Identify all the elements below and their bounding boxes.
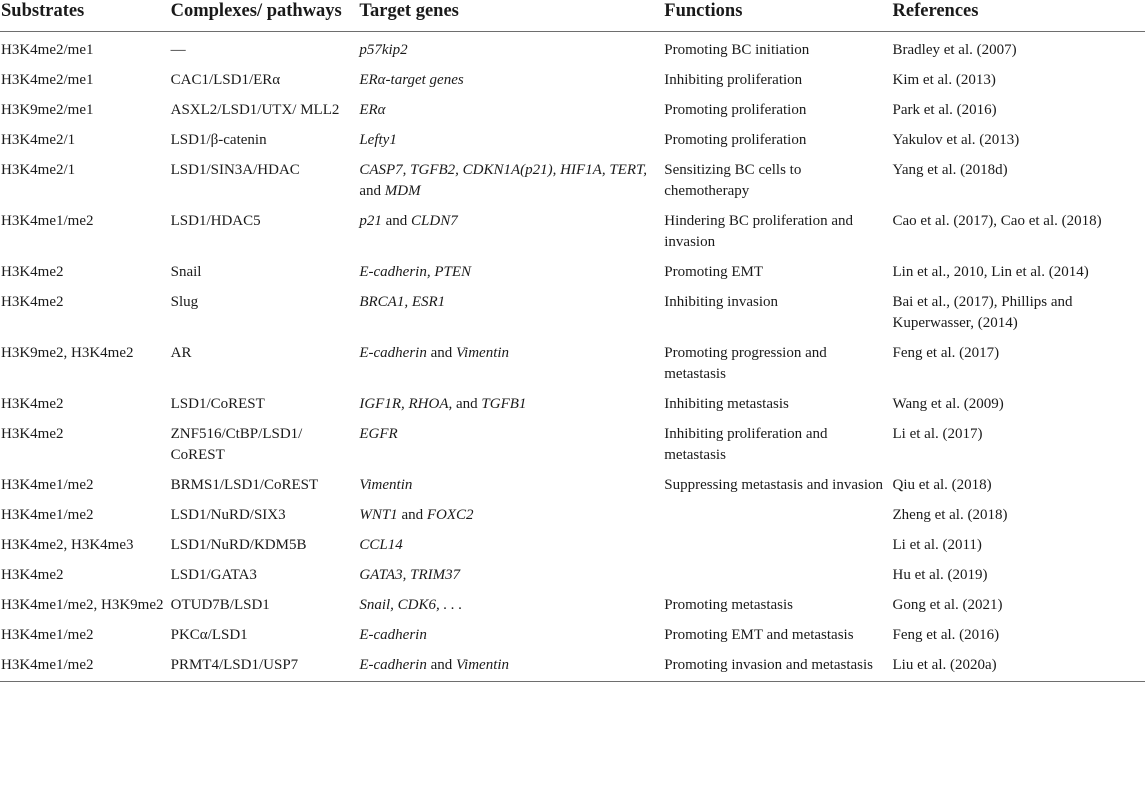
cell-function xyxy=(664,557,892,587)
cell-complex: — xyxy=(170,42,186,58)
cell-complex: LSD1/HDAC5 xyxy=(170,213,261,229)
cell-target-genes xyxy=(359,467,664,497)
table-row xyxy=(0,386,1145,416)
cell-function: Promoting proliferation xyxy=(664,132,807,148)
cell-substrate: H3K4me2/1 xyxy=(1,162,76,178)
gene-name: ERα-target genes xyxy=(359,72,464,88)
cell-function: Promoting invasion and metastasis xyxy=(664,647,892,682)
cell-function: Inhibiting metastasis xyxy=(664,396,789,412)
gene-name: ERα xyxy=(359,102,386,118)
gene-name: CASP7, TGFB2, CDKN1A(p21), HIF1A, TERT, xyxy=(359,162,647,178)
gene-connector: and xyxy=(426,345,456,361)
table-row xyxy=(0,92,1145,122)
cell-complex: CAC1/LSD1/ERα xyxy=(170,72,281,88)
table-row xyxy=(0,467,1145,497)
gene-name: E-cadherin xyxy=(359,657,427,673)
cell-function: Suppressing metastasis and invasion xyxy=(664,477,883,493)
cell-function: Promoting proliferation xyxy=(664,102,807,118)
cell-function: Sensitizing BC cells to chemotherapy xyxy=(664,162,802,199)
header-complexes: Complexes/ pathways xyxy=(171,0,360,32)
cell-complex: ASXL2/LSD1/UTX/ MLL2 xyxy=(170,102,340,118)
cell-target-genes xyxy=(359,335,664,386)
gene-name: TGFB1 xyxy=(481,396,527,412)
cell-target-genes xyxy=(359,497,664,527)
table-row xyxy=(0,527,1145,557)
header-substrates: Substrates xyxy=(0,0,171,32)
gene-connector: and xyxy=(426,657,456,673)
cell-complex: LSD1/β-catenin xyxy=(170,132,267,148)
cell-target-genes xyxy=(359,527,664,557)
cell-substrate: H3K4me2/me1 xyxy=(1,72,94,88)
cell-reference: Gong et al. (2021) xyxy=(892,597,1003,613)
cell-complex: Slug xyxy=(170,294,199,310)
cell-complex: LSD1/NuRD/KDM5B xyxy=(170,537,307,553)
cell-substrate: H3K4me2 xyxy=(1,426,64,442)
cell-complex: Snail xyxy=(170,264,202,280)
cell-target-genes xyxy=(359,254,664,284)
cell-reference: Lin et al., 2010, Lin et al. (2014) xyxy=(892,264,1089,280)
cell-reference: Zheng et al. (2018) xyxy=(892,507,1008,523)
table-row xyxy=(0,557,1145,587)
table-row xyxy=(0,335,1145,386)
gene-name: Snail, CDK6, . . . xyxy=(359,597,463,613)
cell-target-genes xyxy=(359,92,664,122)
cell-complex: PRMT4/LSD1/USP7 xyxy=(171,647,360,682)
cell-complex: LSD1/GATA3 xyxy=(170,567,257,583)
cell-substrate: H3K4me2/me1 xyxy=(1,42,94,58)
cell-target-genes xyxy=(359,386,664,416)
cell-reference: Yakulov et al. (2013) xyxy=(892,132,1020,148)
header-row xyxy=(0,0,1145,32)
cell-substrate: H3K4me2 xyxy=(1,264,64,280)
cell-target-genes xyxy=(359,587,664,617)
gene-name: MDM xyxy=(384,183,421,199)
cell-reference: Hu et al. (2019) xyxy=(892,567,988,583)
gene-connector: and xyxy=(381,213,412,229)
gene-name: WNT1 xyxy=(359,507,398,523)
table-header xyxy=(0,0,1145,32)
table-row xyxy=(0,284,1145,335)
gene-name: Lefty1 xyxy=(359,132,397,148)
cell-reference: Kim et al. (2013) xyxy=(892,72,996,88)
cell-complex: PKCα/LSD1 xyxy=(170,627,248,643)
gene-name: FOXC2 xyxy=(426,507,474,523)
cell-target-genes xyxy=(359,203,664,254)
header-functions: Functions xyxy=(664,0,892,32)
cell-target-genes xyxy=(359,416,664,467)
cell-complex: ZNF516/CtBP/LSD1/ CoREST xyxy=(170,426,303,463)
cell-function xyxy=(664,527,892,557)
table-row xyxy=(0,152,1145,203)
cell-function: Promoting EMT xyxy=(664,264,764,280)
gene-name: E-cadherin, PTEN xyxy=(359,264,471,280)
table-row xyxy=(0,254,1145,284)
cell-substrate: H3K4me1/me2 xyxy=(0,647,171,682)
cell-target-genes xyxy=(359,557,664,587)
cell-reference: Feng et al. (2016) xyxy=(892,627,1000,643)
cell-substrate: H3K4me2 xyxy=(1,567,64,583)
gene-name: E-cadherin xyxy=(359,627,427,643)
cell-substrate: H3K4me2 xyxy=(1,396,64,412)
cell-substrate: H3K4me1/me2 xyxy=(1,477,94,493)
gene-name: p21 xyxy=(359,213,382,229)
cell-substrate: H3K4me2/1 xyxy=(1,132,76,148)
table-row xyxy=(0,416,1145,467)
header-references: References xyxy=(893,0,1145,32)
cell-reference: Feng et al. (2017) xyxy=(892,345,1000,361)
gene-name: Vimentin xyxy=(456,657,510,673)
cell-substrate: H3K4me1/me2 xyxy=(1,627,94,643)
cell-function xyxy=(664,497,892,527)
cell-function: Inhibiting proliferation and metastasis xyxy=(664,426,828,463)
cell-substrate: H3K9me2, H3K4me2 xyxy=(1,345,134,361)
cell-target-genes xyxy=(359,617,664,647)
gene-name: EGFR xyxy=(359,426,398,442)
gene-name: p57kip2 xyxy=(359,42,408,58)
cell-complex: LSD1/CoREST xyxy=(170,396,265,412)
cell-function: Promoting progression and metastasis xyxy=(664,345,827,382)
cell-function: Hindering BC proliferation and invasion xyxy=(664,213,853,250)
cell-complex: LSD1/SIN3A/HDAC xyxy=(170,162,300,178)
gene-name: CCL14 xyxy=(359,537,403,553)
cell-reference: Qiu et al. (2018) xyxy=(892,477,992,493)
gene-name: IGF1R, RHOA, xyxy=(359,396,453,412)
cell-function: Promoting EMT and metastasis xyxy=(664,627,854,643)
table-row xyxy=(0,203,1145,254)
cell-reference: Wang et al. (2009) xyxy=(892,396,1004,412)
gene-name: Vimentin xyxy=(456,345,510,361)
cell-complex: AR xyxy=(170,345,192,361)
cell-reference: Liu et al. (2020a) xyxy=(893,647,1145,682)
table-row xyxy=(0,122,1145,152)
cell-target-genes xyxy=(359,647,664,682)
cell-function: Inhibiting invasion xyxy=(664,294,779,310)
cell-function: Promoting BC initiation xyxy=(664,42,810,58)
cell-target-genes xyxy=(359,122,664,152)
gene-connector: and xyxy=(359,183,385,199)
table-row xyxy=(0,62,1145,92)
table-row xyxy=(0,647,1145,682)
cell-target-genes xyxy=(359,62,664,92)
header-target-genes: Target genes xyxy=(359,0,664,32)
cell-substrate: H3K4me1/me2 xyxy=(1,507,94,523)
cell-substrate: H3K4me1/me2, H3K9me2 xyxy=(1,597,164,613)
gene-connector: and xyxy=(397,507,427,523)
cell-target-genes xyxy=(359,152,664,203)
gene-name: E-cadherin xyxy=(359,345,427,361)
table-row xyxy=(0,32,1145,63)
cell-reference: Cao et al. (2017), Cao et al. (2018) xyxy=(892,213,1102,229)
cell-function: Promoting metastasis xyxy=(664,597,794,613)
cell-complex: OTUD7B/LSD1 xyxy=(170,597,270,613)
table-body xyxy=(0,32,1145,682)
cell-reference: Yang et al. (2018d) xyxy=(892,162,1008,178)
gene-name: Vimentin xyxy=(359,477,413,493)
cell-reference: Li et al. (2017) xyxy=(892,426,983,442)
cell-target-genes xyxy=(359,32,664,63)
cell-substrate: H3K4me2 xyxy=(1,294,64,310)
cell-substrate: H3K9me2/me1 xyxy=(1,102,94,118)
gene-connector: and xyxy=(452,396,482,412)
cell-reference: Park et al. (2016) xyxy=(892,102,997,118)
cell-complex: LSD1/NuRD/SIX3 xyxy=(170,507,286,523)
table-row xyxy=(0,497,1145,527)
cell-substrate: H3K4me2, H3K4me3 xyxy=(1,537,134,553)
cell-reference: Bai et al., (2017), Phillips and Kuperwasser, (2014) xyxy=(892,294,1073,331)
cell-substrate: H3K4me1/me2 xyxy=(1,213,94,229)
table-row xyxy=(0,617,1145,647)
cell-complex: BRMS1/LSD1/CoREST xyxy=(170,477,319,493)
gene-name: GATA3, TRIM37 xyxy=(359,567,461,583)
cell-target-genes xyxy=(359,284,664,335)
gene-name: BRCA1, ESR1 xyxy=(359,294,446,310)
cell-function: Inhibiting proliferation xyxy=(664,72,803,88)
cell-reference: Bradley et al. (2007) xyxy=(892,42,1017,58)
gene-name: CLDN7 xyxy=(411,213,458,229)
table-row xyxy=(0,587,1145,617)
cell-reference: Li et al. (2011) xyxy=(892,537,982,553)
